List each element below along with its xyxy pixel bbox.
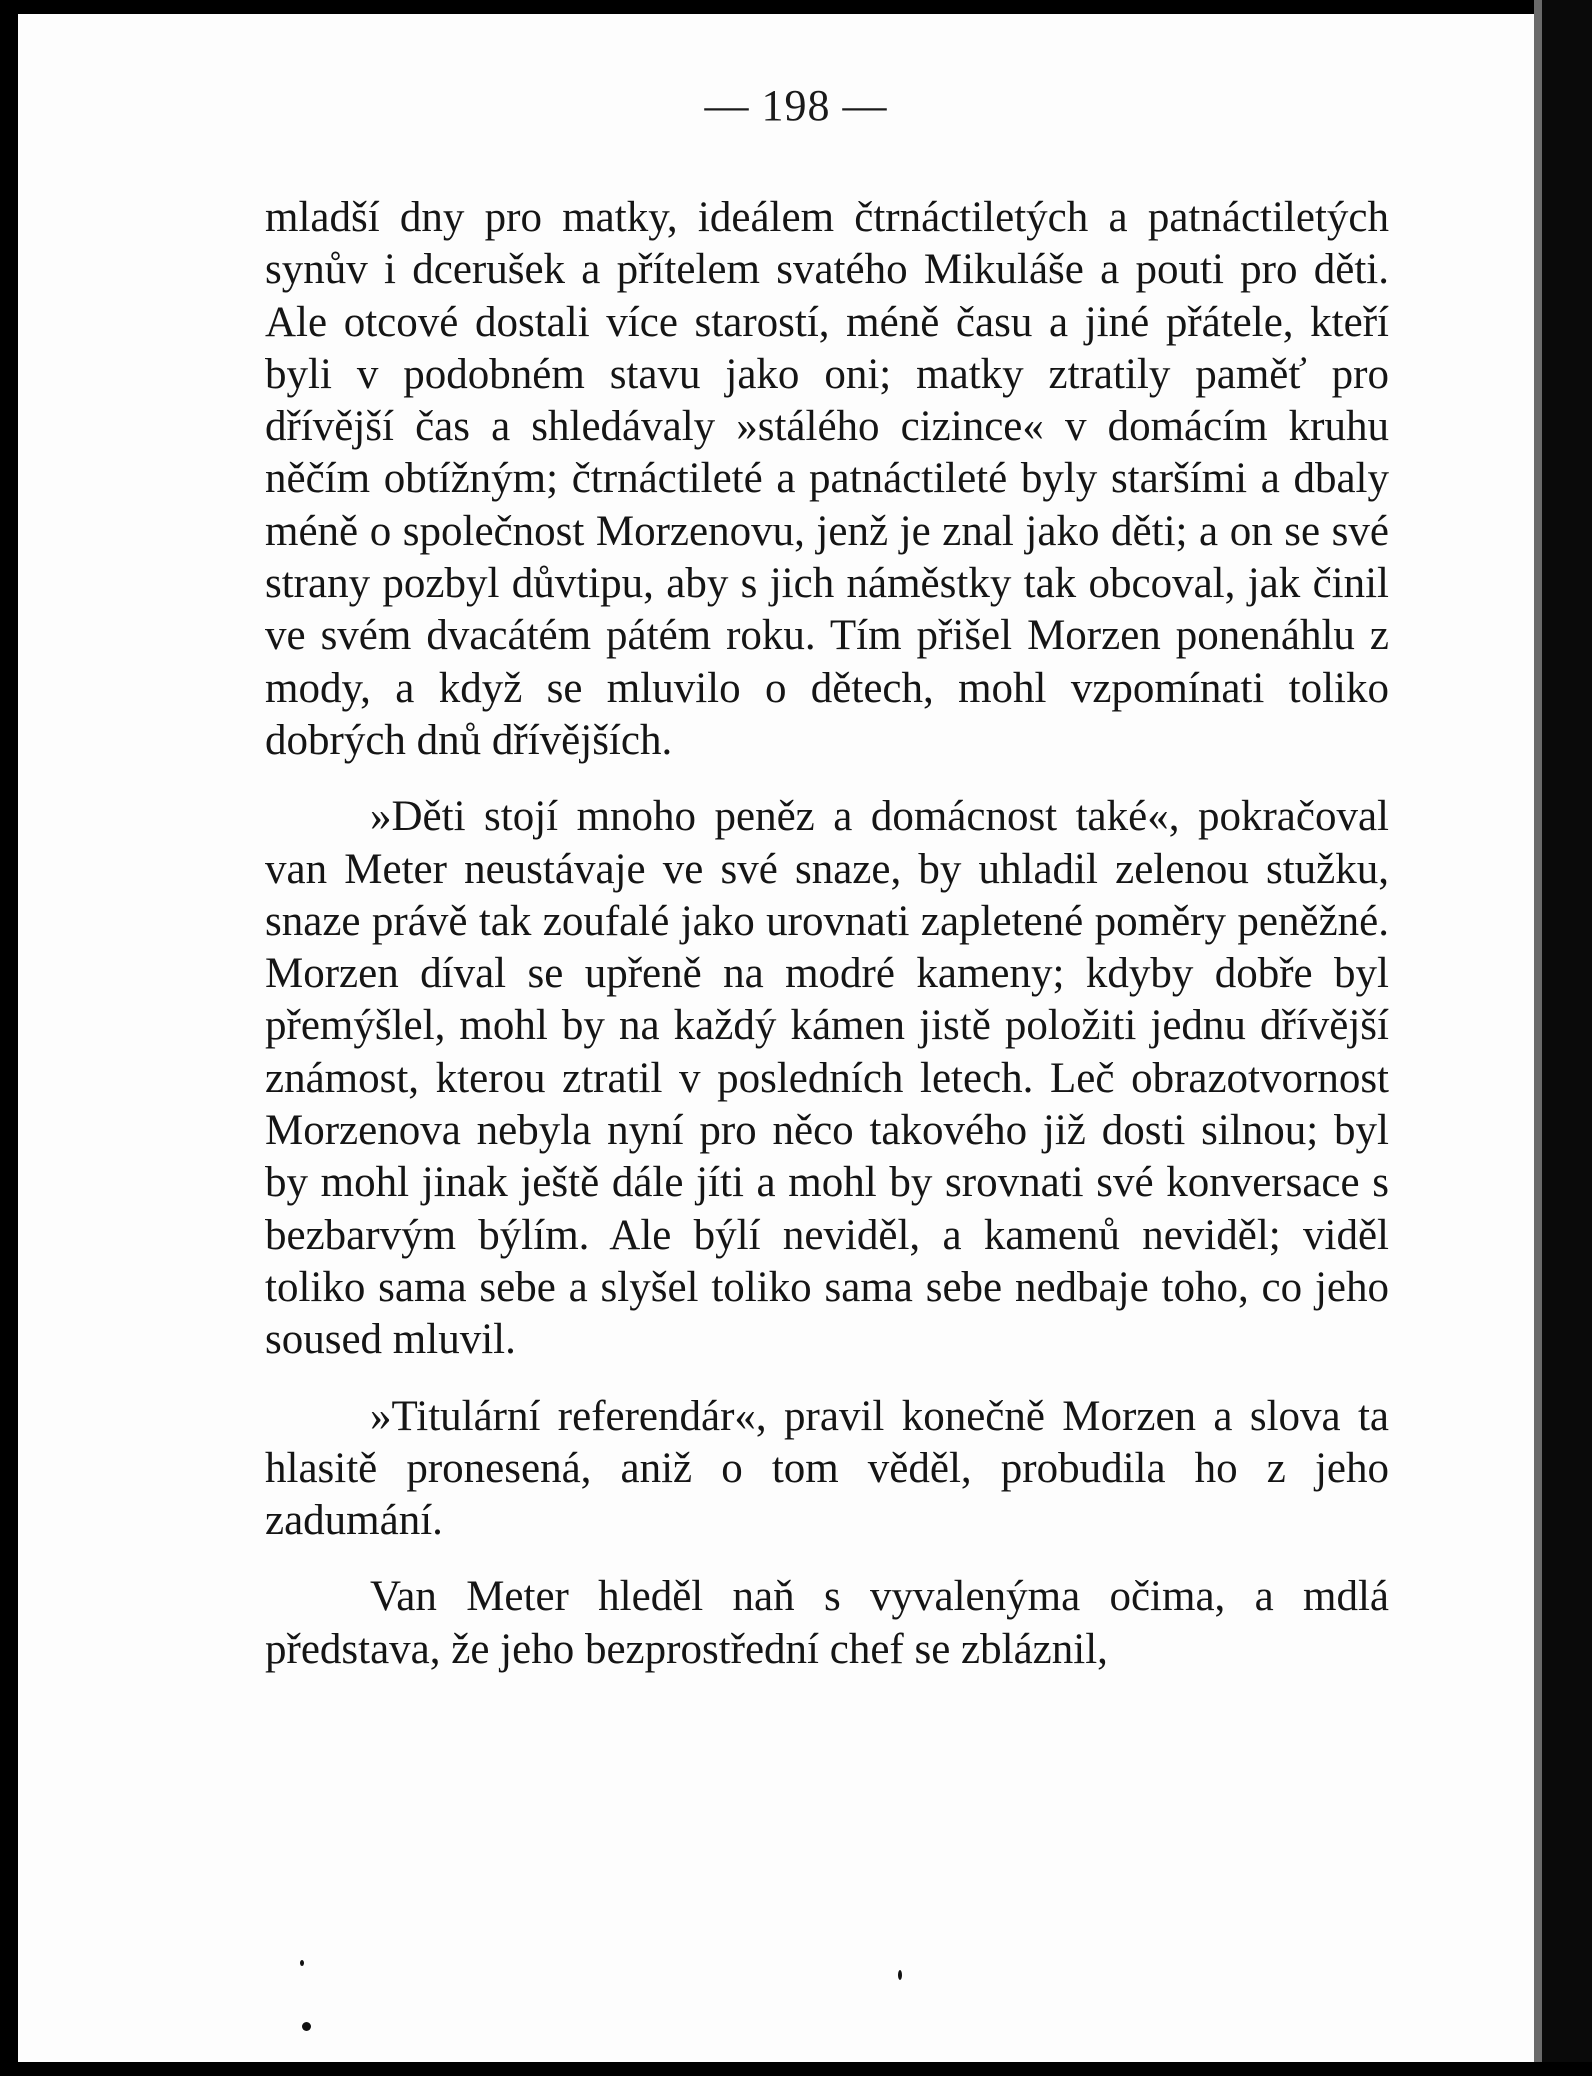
paragraph: »Titulární referendár«, pravil konečně Morzen a slova ta hlasitě pronesená, aniž o tom věděl, probudila ho z jeho zadumání. [265,1392,1389,1545]
scan-border-bottom [0,2062,1592,2076]
paragraph: Van Meter hleděl naň s vyvalenýma očima, a mdlá představa, že jeho bezprostřední chef se zbláznil, [265,1573,1389,1673]
paragraph: »Děti stojí mnoho peněz a domácnost také«, pokračoval van Meter neustávaje ve své snaze, by uhladil zelenou stužku, snaze právě tak zoufalé jako urovnati zapletené poměry peněžné. Morzen díval se upřeně na modré kameny; kdyby dobře byl přemýšlel, mohl by na každý kámen jistě položiti jednu dřívější známost, kterou ztratil v posledních letech. Leč obrazotvornost Morzenova nebyla nyní pro něco takového již dosti silnou; byl by mohl jinak ještě dále jíti a mohl by srovnati své konversace s bezbarvým býlím. Ale býlí neviděl, a kamenů neviděl; viděl toliko sama sebe a slyšel toliko sama sebe nedbaje toho, co jeho soused mluvil. [265,793,1389,1364]
paragraph-continued: mladší dny pro matky, ideálem čtrnáctiletých a patnáctiletých synův i dcerušek a přítelem svatého Mikuláše a pouti pro děti. Ale otcové dostali více starostí, méně času a jiné přátele, kteří byli v podobném stavu jako oni; matky ztratily paměť pro dřívější čas a shledávaly »stálého cizince« v domácím kruhu něčím obtížným; čtrnáctileté a patnáctileté byly staršími a dbaly méně o společnost Morzenovu, jenž je znal jako děti; a on se své strany pozbyl důvtipu, aby s jich náměstky tak obcoval, jak činil ve svém dvacátém pátém roku. Tím přišel Morzen ponenáhlu z mody, a když se mluvilo o dětech, mohl vzpomínati toliko dobrých dnů dřívějších. [265,194,1389,764]
scan-speck [302,2022,311,2031]
page-number: — 198 — [704,81,888,130]
scan-border-top [0,0,1592,14]
body-text [265,192,1389,1676]
scan-border-right-shadow [1534,0,1542,2076]
scan-border-left [0,0,18,2076]
scan-speck [898,1970,902,1980]
scan-border-right [1534,0,1592,2076]
scan-speck [300,1960,304,1966]
